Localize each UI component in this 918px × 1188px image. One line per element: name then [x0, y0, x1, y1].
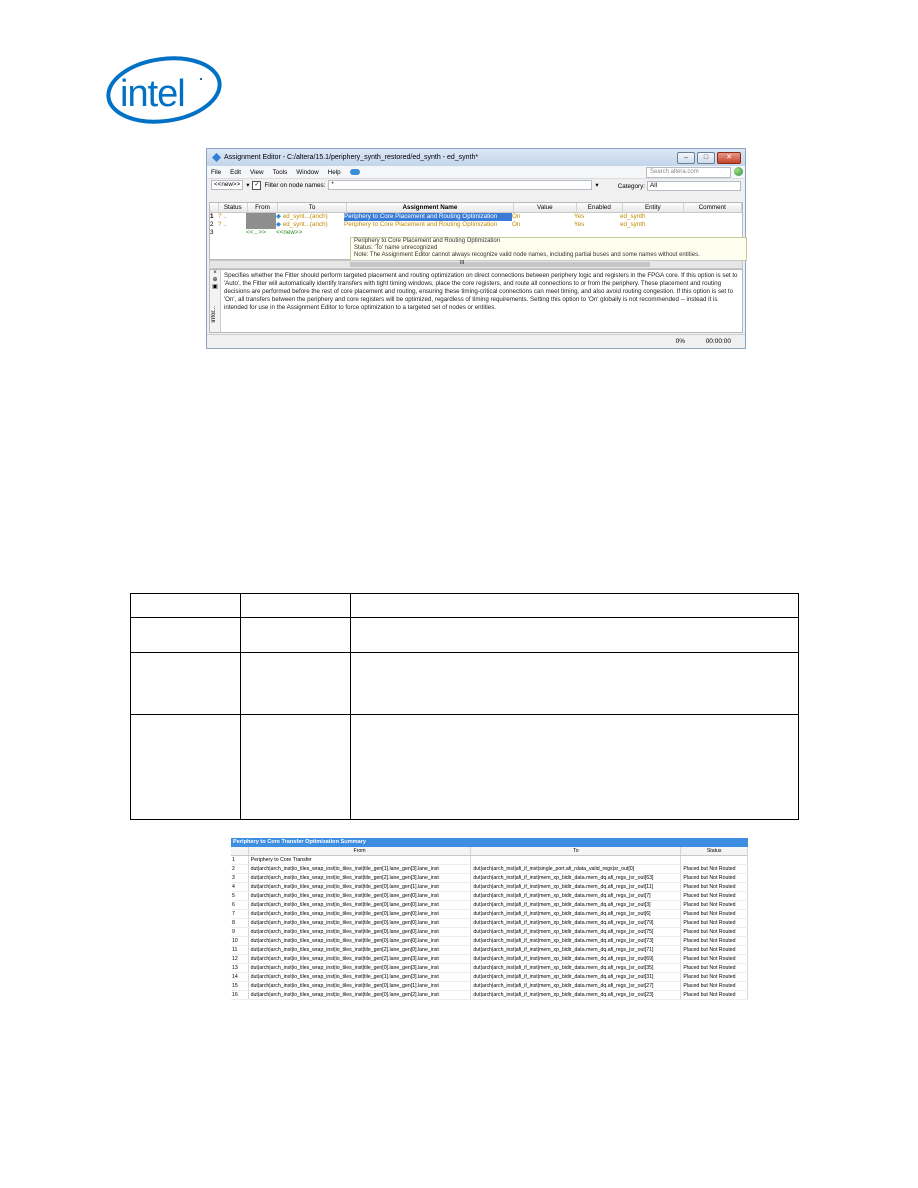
table-row[interactable]: 1 Periphery to Core Transfer	[231, 856, 748, 865]
row-from: dut|arch|arch_inst|io_tiles_wrap_inst|io_tiles_inst|tile_gen[2].lane_gen[3].lane_inst	[248, 874, 471, 883]
report-header	[231, 847, 748, 856]
row-number: 11	[231, 946, 248, 955]
row-from: dut|arch|arch_inst|io_tiles_wrap_inst|io_tiles_inst|tile_gen[0].lane_gen[1].lane_inst	[248, 883, 471, 892]
row-status: Placed but Not Routed	[681, 955, 748, 964]
row-to: dut|arch|arch_inst|afi_if_inst|mem_xp_bidir_data.mem_dq.afi_regs_|sr_out[7]	[471, 892, 681, 901]
row-status: Placed but Not Routed	[681, 883, 748, 892]
row-to: dut|arch|arch_inst|afi_if_inst|mem_xp_bidir_data.mem_dq.afi_regs_|sr_out[75]	[471, 928, 681, 937]
table-row	[131, 715, 799, 820]
filter-bar	[207, 178, 745, 191]
col-status[interactable]: Status	[219, 203, 248, 212]
row-to: dut|arch|arch_inst|afi_if_inst|mem_xp_bidir_data.mem_dq.afi_regs_|sr_out[71]	[471, 946, 681, 955]
scrollbar-thumb[interactable]	[350, 262, 650, 267]
table-row[interactable]	[231, 982, 748, 991]
table-row[interactable]	[231, 874, 748, 883]
warning-icon: ? ..	[218, 221, 227, 228]
col-comment[interactable]: Comment	[684, 203, 742, 212]
report-table	[231, 847, 748, 1000]
assignment-grid	[209, 202, 743, 260]
minimize-button[interactable]: –	[677, 152, 695, 164]
row-to: dut|arch|arch_inst|afi_if_inst|mem_xp_bidir_data.mem_dq.afi_regs_|sr_out[35]	[471, 964, 681, 973]
row-to: dut|arch|arch_inst|afi_if_inst|mem_xp_bidir_data.mem_dq.afi_regs_|sr_out[63]	[471, 874, 681, 883]
node-diamond-icon: ◆	[276, 213, 281, 220]
chat-bubble-icon[interactable]	[350, 169, 360, 175]
table-row	[131, 618, 799, 653]
menu-tools[interactable]: Tools	[272, 168, 288, 176]
table-row	[131, 594, 799, 618]
row-from: dut|arch|arch_inst|io_tiles_wrap_inst|io_tiles_inst|tile_gen[0].lane_gen[0].lane_inst	[248, 892, 471, 901]
warning-icon: ? ..	[218, 213, 227, 220]
row-number: 16	[231, 991, 248, 1000]
row-from: dut|arch|arch_inst|io_tiles_wrap_inst|io_tiles_inst|tile_gen[1].lane_gen[3].lane_inst	[248, 973, 471, 982]
row-number: 9	[231, 928, 248, 937]
category-select[interactable]: All	[647, 181, 741, 191]
row-to: dut|arch|arch_inst|afi_if_inst|single_port.afi_rdata_valid_regs|sr_out[0]	[471, 865, 681, 874]
col-assignment-name[interactable]: Assignment Name	[347, 203, 514, 212]
pin-icon[interactable]: ⊕	[212, 277, 218, 283]
row-status: Placed but Not Routed	[681, 946, 748, 955]
row-status: Placed but Not Routed	[681, 928, 748, 937]
close-icon[interactable]: ×	[213, 270, 217, 276]
assignment-editor-window	[206, 148, 746, 349]
col-enabled[interactable]: Enabled	[577, 203, 624, 212]
intel-logo-wordmark: intel	[120, 73, 185, 115]
grid-header	[210, 203, 742, 213]
info-tab[interactable]: Infor...	[211, 306, 217, 323]
menu-view[interactable]: View	[250, 168, 264, 176]
row-from: dut|arch|arch_inst|io_tiles_wrap_inst|io_tiles_inst|tile_gen[0].lane_gen[0].lane_inst	[248, 910, 471, 919]
row-number: 2	[231, 865, 248, 874]
row-to: dut|arch|arch_inst|afi_if_inst|mem_xp_bidir_data.mem_dq.afi_regs_|sr_out[31]	[471, 973, 681, 982]
title-bar	[207, 149, 745, 166]
menu-file[interactable]: File	[211, 168, 222, 176]
row-status: Placed but Not Routed	[681, 874, 748, 883]
row-status: Placed but Not Routed	[681, 919, 748, 928]
tooltip: Periphery to Core Placement and Routing Optimization Status: 'To' name unrecognized Note: The Assignment Editor cannot always recognize valid node names, including partial buses and some names without entities.	[350, 237, 747, 261]
row-number: 7	[231, 910, 248, 919]
filter-label: Filter on node names:	[264, 181, 326, 189]
row-from: dut|arch|arch_inst|io_tiles_wrap_inst|io_tiles_inst|tile_gen[0].lane_gen[0].lane_inst	[248, 937, 471, 946]
row-from: dut|arch|arch_inst|io_tiles_wrap_inst|io_tiles_inst|tile_gen[0].lane_gen[2].lane_inst	[248, 991, 471, 1000]
row-number: 13	[231, 964, 248, 973]
row-from: dut|arch|arch_inst|io_tiles_wrap_inst|io_tiles_inst|tile_gen[2].lane_gen[0].lane_inst	[248, 946, 471, 955]
table-row[interactable]	[231, 901, 748, 910]
info-side-toolbar	[210, 270, 221, 332]
row-status: Placed but Not Routed	[681, 991, 748, 1000]
transfer-summary-report	[231, 838, 748, 998]
col-status[interactable]: Status	[681, 847, 748, 856]
row-number: 10	[231, 937, 248, 946]
menu-edit[interactable]: Edit	[230, 168, 242, 176]
menu-help[interactable]: Help	[327, 168, 341, 176]
col-entity[interactable]: Entity	[623, 203, 683, 212]
progress-percent: 0%	[675, 338, 685, 345]
row-from: dut|arch|arch_inst|io_tiles_wrap_inst|io_tiles_inst|tile_gen[2].lane_gen[3].lane_inst	[248, 955, 471, 964]
row-status: Placed but Not Routed	[681, 865, 748, 874]
row-to: dut|arch|arch_inst|afi_if_inst|mem_xp_bidir_data.mem_dq.afi_regs_|sr_out[27]	[471, 982, 681, 991]
close-button[interactable]: ✕	[717, 152, 741, 164]
row-to: dut|arch|arch_inst|afi_if_inst|mem_xp_bidir_data.mem_dq.afi_regs_|sr_out[79]	[471, 919, 681, 928]
chevron-down-icon[interactable]: ▾	[246, 181, 250, 189]
row-status: Placed but Not Routed	[681, 901, 748, 910]
intel-logo	[104, 52, 222, 124]
table-row[interactable]	[231, 910, 748, 919]
table-row[interactable]	[231, 928, 748, 937]
row-number: 12	[231, 955, 248, 964]
table-row[interactable]	[231, 991, 748, 1000]
table-row[interactable]	[231, 937, 748, 946]
row-status: Placed but Not Routed	[681, 973, 748, 982]
row-from: dut|arch|arch_inst|io_tiles_wrap_inst|io_tiles_inst|tile_gen[1].lane_gen[3].lane_inst	[248, 865, 471, 874]
col-from[interactable]: From	[248, 203, 279, 212]
info-text: Specifies whether the Fitter should perform targeted placement and routing optimization on direct connections between periphery logic and registers in the FPGA core. If this option is set to 'Auto', the Fitter will automatically identify transfers with tight timing windows, place the core registers, and route all connections to or from the periphery. These placement and routing decisions are performed before the rest of core placement and routing, ensuring these timing-critical connections can meet timing, and also avoid routing congestion. If this option is set to 'On', all transfers between the periphery and core registers will be optimized, regardless of timing requirements. Setting this option to 'On' globally is not recommended -- instead it is intended for use in the Assignment Editor to force optimization to a targeted set of nodes or entities.	[224, 272, 738, 312]
horizontal-scrollbar[interactable]: III	[209, 260, 743, 269]
col-to[interactable]: To	[278, 203, 346, 212]
row-to: dut|arch|arch_inst|afi_if_inst|mem_xp_bidir_data.mem_dq.afi_regs_|sr_out[23]	[471, 991, 681, 1000]
table-row[interactable]: 3 <<...>> <<new>>	[210, 229, 303, 236]
elapsed-time: 00:00:00	[705, 338, 731, 345]
table-row[interactable]	[231, 973, 748, 982]
filter-checkbox[interactable]: ✓	[254, 181, 260, 188]
table-row[interactable]	[231, 946, 748, 955]
row-to: dut|arch|arch_inst|afi_if_inst|mem_xp_bidir_data.mem_dq.afi_regs_|sr_out[6]	[471, 910, 681, 919]
filter-input[interactable]: *	[328, 180, 592, 190]
globe-icon[interactable]	[734, 167, 743, 176]
row-status: Placed but Not Routed	[681, 982, 748, 991]
table-row[interactable]: 1 ? .. ◆ ed_synt...(anch) Periphery to Core Placement and Routing Optimization On Yes ed_synth	[210, 213, 646, 220]
row-to: dut|arch|arch_inst|afi_if_inst|mem_xp_bidir_data.mem_dq.afi_regs_|sr_out[3]	[471, 901, 681, 910]
col-value[interactable]: Value	[514, 203, 576, 212]
category-label: Category:	[617, 182, 645, 190]
row-number: 6	[231, 901, 248, 910]
row-to: dut|arch|arch_inst|afi_if_inst|mem_xp_bidir_data.mem_dq.afi_regs_|sr_out[69]	[471, 955, 681, 964]
row-from: dut|arch|arch_inst|io_tiles_wrap_inst|io_tiles_inst|tile_gen[0].lane_gen[0].lane_inst	[248, 901, 471, 910]
row-status: Placed but Not Routed	[681, 937, 748, 946]
row-status: Placed but Not Routed	[681, 964, 748, 973]
row-number: 5	[231, 892, 248, 901]
row-from: dut|arch|arch_inst|io_tiles_wrap_inst|io_tiles_inst|tile_gen[0].lane_gen[1].lane_inst	[248, 982, 471, 991]
chevron-down-icon[interactable]: ▾	[595, 181, 599, 189]
new-assignment-combo[interactable]: <<new>>	[211, 180, 243, 190]
row-number: 3	[231, 874, 248, 883]
empty-table	[130, 593, 799, 820]
menu-window[interactable]: Window	[296, 168, 319, 176]
window-icon[interactable]: ▣	[212, 284, 218, 290]
info-panel	[209, 269, 743, 333]
row-to: dut|arch|arch_inst|afi_if_inst|mem_xp_bidir_data.mem_dq.afi_regs_|sr_out[73]	[471, 937, 681, 946]
status-bar	[207, 334, 745, 348]
row-from: dut|arch|arch_inst|io_tiles_wrap_inst|io_tiles_inst|tile_gen[0].lane_gen[0].lane_inst	[248, 919, 471, 928]
report-title: Periphery to Core Transfer Optimization Summary	[231, 838, 748, 847]
row-to: dut|arch|arch_inst|afi_if_inst|mem_xp_bidir_data.mem_dq.afi_regs_|sr_out[11]	[471, 883, 681, 892]
menu-bar	[207, 166, 745, 178]
col-to[interactable]: To	[471, 847, 681, 856]
row-from: dut|arch|arch_inst|io_tiles_wrap_inst|io_tiles_inst|tile_gen[0].lane_gen[0].lane_inst	[248, 928, 471, 937]
row-status: Placed but Not Routed	[681, 910, 748, 919]
app-diamond-icon	[212, 153, 221, 162]
table-row[interactable]	[231, 919, 748, 928]
node-diamond-icon: ◆	[276, 221, 281, 228]
maximize-button[interactable]: □	[697, 152, 715, 164]
table-row[interactable]: 2 ? .. ◆ ed_synt...(anch) Periphery to Core Placement and Routing Optimization On Yes ed_synth	[210, 221, 646, 228]
row-number: 4	[231, 883, 248, 892]
table-row[interactable]	[231, 955, 748, 964]
table-row[interactable]	[231, 964, 748, 973]
section-label: Periphery to Core Transfer	[248, 856, 471, 865]
col-from[interactable]: From	[248, 847, 471, 856]
window-title: Assignment Editor - C:/altera/15.1/periphery_synth_restored/ed_synth - ed_synth*	[224, 154, 479, 161]
table-row[interactable]	[231, 883, 748, 892]
table-row[interactable]	[231, 892, 748, 901]
table-row[interactable]	[231, 865, 748, 874]
row-from: dut|arch|arch_inst|io_tiles_wrap_inst|io_tiles_inst|tile_gen[0].lane_gen[3].lane_inst	[248, 964, 471, 973]
row-status: Placed but Not Routed	[681, 892, 748, 901]
table-row	[131, 653, 799, 715]
row-number: 15	[231, 982, 248, 991]
row-number: 14	[231, 973, 248, 982]
search-input[interactable]: Search altera.com	[646, 167, 731, 178]
row-number: 8	[231, 919, 248, 928]
